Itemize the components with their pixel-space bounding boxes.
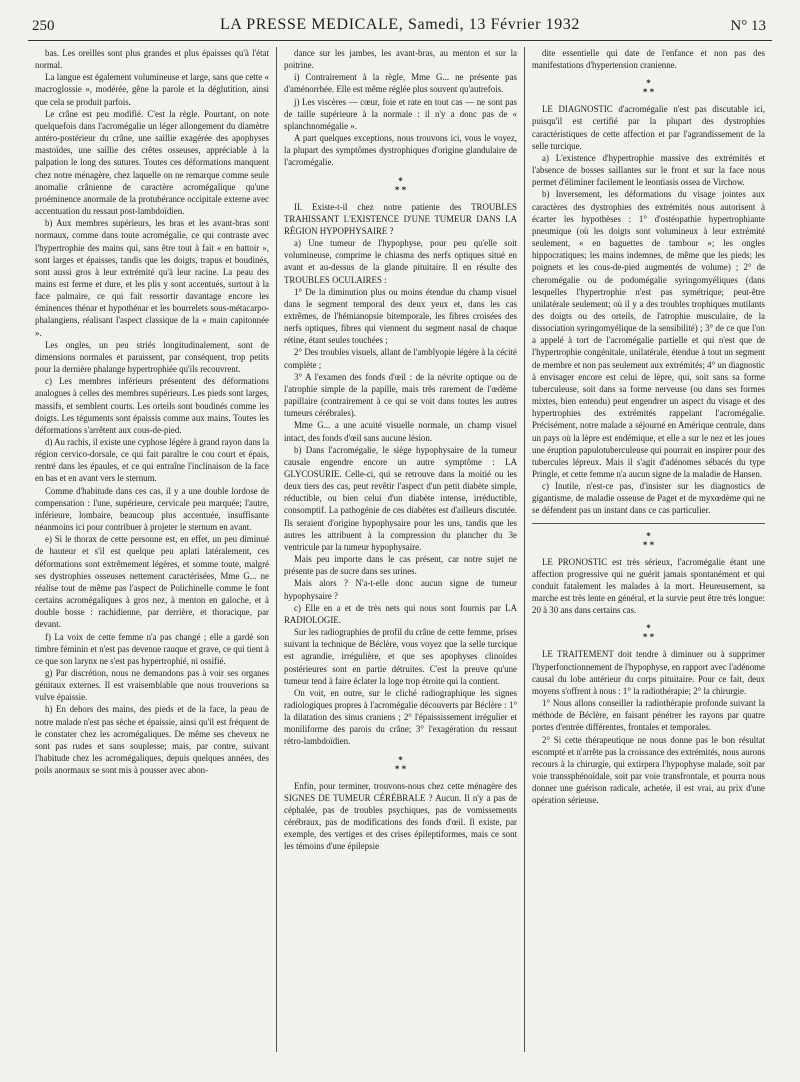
paragraph: Les ongles, un peu striés longitudinalement, sont de dimensions normales et paraissent, par conséquent, trop petits pour la dernière phalange hypertrophiée qu'ils recouvrent. xyxy=(35,339,269,375)
paragraph: dite essentielle qui date de l'enfance et non pas des manifestations d'hypertension cranienne. xyxy=(532,48,765,71)
header-rule xyxy=(28,40,772,41)
col2-top xyxy=(284,47,517,169)
article-columns xyxy=(28,47,772,1052)
col3-pronostic xyxy=(532,556,765,617)
paragraph: a) L'existence d'hypertrophie massive des extrémités et l'absence de bosses saillantes sur le front et sur la face nous permet d'éliminer facilement le leontiasis ossea de Virchow. xyxy=(532,152,765,188)
section-stars: * * * xyxy=(394,754,407,774)
paragraph: LE TRAITEMENT doit tendre à diminuer ou à supprimer l'hyperfonctionnement de l'hypophyse, en rapport avec l'adénome causal du lobe antérieur du corps pituitaire. Pour ce fait, deux moyens s'offrent à nous : 1° la radiothérapie; 2° la chirurgie. xyxy=(532,649,765,696)
paragraph: j) Les viscères — cœur, foie et rate en tout cas — ne sont pas de taille supérieure à la normale : il n'y a donc pas de « splanchnomégalie ». xyxy=(284,96,517,131)
paragraph: f) La voix de cette femme n'a pas changé ; elle a gardé son timbre féminin et n'est pas devenue rauque et grave, ce qui tient à ce que son larynx ne s'est pas hypertrophié, ni ossifié. xyxy=(35,631,269,666)
col2-bottom xyxy=(284,780,517,853)
paragraph: bas. Les oreilles sont plus grandes et plus épaisses qu'à l'état normal. xyxy=(35,48,269,71)
paragraph: g) Par discrétion, nous ne demandons pas à voir ses organes génitaux externes. Il est vraisemblable que nous trouverions sa vulve épaissie. xyxy=(35,667,269,703)
paragraph: c) Elle en a et de très nets qui nous sont fournis par LA RADIOLOGIE. xyxy=(284,602,517,625)
paragraph: Sur les radiographies de profil du crâne de cette femme, prises suivant la technique de Béclère, vous voyez que la selle turcique est agrandie, irrégulière, et que ses apophyses clinoïdes postérieures sont en partie détruites. C'est la preuve qu'une tumeur tend à faire éclater la loge trop étroite qui la contient. xyxy=(284,627,517,686)
page-header xyxy=(28,14,772,38)
issue-number: N° 13 xyxy=(730,18,766,34)
paragraph: a) Une tumeur de l'hypophyse, pour peu qu'elle soit volumineuse, comprime le chiasma des nerfs optiques situé en avant et au-dessus de la glande pituitaire. Il en résulte des TROUBLES OCULAIRES : xyxy=(284,238,517,285)
paragraph: Comme d'habitude dans ces cas, il y a une double lordose de compensation : l'une, supérieure, cervicale peu marquée; l'autre, inférieure, lombaire, beaucoup plus accentuée, insuffisante néanmoins ici pour contribuer à projeter le sternum en avant. xyxy=(35,485,269,533)
section-stars: * * * xyxy=(394,175,407,195)
paragraph: dance sur les jambes, les avant-bras, au menton et sur la poitrine. xyxy=(284,48,517,71)
paragraph: Mais peu importe dans le cas présent, car notre sujet ne présente pas de sucre dans ses urines. xyxy=(284,554,517,577)
paragraph: Le crâne est peu modifié. C'est la règle. Pourtant, on note quelquefois dans l'acromégalie un léger allongement du diamètre antéro-postérieur du crâne, une saillie exagérée des apophyses mastoïdes, une saillie des crêtes osseuses, appréciable à la palpation le long des sutures. Toutes ces déformations manquent chez notre ménagère, chez laquelle on ne remarque comme seule anomalie crânienne de caractère acromégalique qu'une proéminence anormale de la protubérance occipitale externe avec accentuation du ressaut post-lambdoïdien. xyxy=(35,108,269,217)
paragraph: b) Dans l'acromégalie, le siège hypophysaire de la tumeur causale engendre encore un autre symptôme : LA GLYCOSURIE. Celle-ci, qui se retrouve dans la moitié ou les deux tiers des cas, peut revêtir l'aspect d'un petit diabète simple, réductible, ou bien celui d'un diabète intense, irréductible, consomptif. La pathogénie de ces diabètes est d'ailleurs discutée. Ils seraient d'origine hypophysaire pour les uns, tandis que les autres les attribuent à la compression du plancher du 3e ventricule par la tumeur hypophysaire. xyxy=(284,444,517,552)
journal-title: LA PRESSE MEDICALE, Samedi, 13 Février 1932 xyxy=(219,16,580,33)
col3-traitement xyxy=(532,648,765,806)
paragraph: II. Existe-t-il chez notre patiente des TROUBLES TRAHISSANT L'EXISTENCE D'UNE TUMEUR DANS LA RÉGION HYPOPHYSAIRE ? xyxy=(284,201,517,236)
paragraph: On voit, en outre, sur le cliché radiographique les signes radiologiques propres à l'acromégalie découverts par Béclère : 1° la dilatation des sinus craniens ; 2° l'épaississement irrégulier et moniliforme des parois du crâne; 3° l'exagération du ressaut rétro-lambdoïdien. xyxy=(284,687,517,747)
paragraph: d) Au rachis, il existe une cyphose légère à grand rayon dans la région cervico-dorsale, ce qui fait paraître le cou court et épais, rentré dans les épaules, et ce qui entraîne l'inclinaison de la face en bas et en avant vers le sternum. xyxy=(35,437,270,484)
paragraph: Mais alors ? N'a-t-elle donc aucun signe de tumeur hypophysaire ? xyxy=(284,578,517,601)
paragraph: 3° A l'examen des fonds d'œil : de la névrite optique ou de l'atrophie simple de la papille, mais très rarement de l'œdème papillaire (contrairement à ce qui se voit dans toutes les autres tumeurs cérébrales). xyxy=(284,371,517,419)
col3-diagnostic xyxy=(532,103,765,516)
paragraph: e) Si le thorax de cette personne est, en effet, un peu diminué de hauteur et s'il est quelque peu aplati latéralement, ces déformations sont extrêmement légères, et somme toute, malgré ses dystrophies osseuses nettement caractérisées, Mme G... ne réalise tout de même pas l'aspect de Polichinelle comme le font certains acromégaliques à gros nez, à menton en galoche, et à double bosse : rachidienne, par derrière, et thoracique, par devant. xyxy=(35,534,269,630)
section-stars: * * * xyxy=(642,78,655,98)
paragraph: La langue est également volumineuse et large, sans que cette « macroglossie », modérée, gêne la parole et la déglutition, ainsi que cela se produit parfois. xyxy=(35,72,269,107)
paragraph: 1° Nous allons conseiller la radiothérapie profonde suivant la méthode de Béclère, en faisant pénétrer les rayons par quatre portes d'entrée différentes, frontales et temporales. xyxy=(532,698,765,733)
col1-body xyxy=(35,47,269,776)
paragraph: 2° Des troubles visuels, allant de l'amblyopie légère à la cécité complète ; xyxy=(284,347,517,370)
paragraph: A part quelques exceptions, nous trouvons ici, vous le voyez, la plupart des symptômes dystrophiques d'origine glandulaire de l'acromégalie. xyxy=(284,133,517,168)
column-3 xyxy=(524,47,772,1052)
paragraph: b) Inversement, les déformations du visage jointes aux caractères des dystrophies des extrémités nous autorisent à écarter les hypothèses : 1° d'ostéopathie hypertrophiante pneumique (où les doigts sont volumineux à leur extrémité seulement, « en baguettes de tambour »; les ongles hippocratiques; les mains indemnes, de même que les pieds; les poignets et les cous-de-pied augmentés de volume) ; 2° de cheromégalie ou de podomégalie syringomyéliques (dans lesquelles l'hypertrophie n'est pas symétrique; peut-être unilatérale seulement; où il y a des troubles trophiques mutilants des doigts ou des orteils, de l'atrophie musculaire, de la dissociation syringomyélique de la sensibilité) ; 3° de ce que l'on a appelé à tort de l'acromégalie partielle et qui n'est que de l'hypertrophie congénitale, unilatérale, étendue à tout un segment de membre et non pas seulement aux extrémités; 4° un diagnostic à envisager encore est celui de lèpre, qui, soit sans sa forme tuberculeuse, soit dans sa forme nerveuse (ou dans ses formes mixtes, bien entendu) peut engendrer un aspect du visage et des hypertrophies des extrémités rappelant l'acromégalie. Précisément, notre malade a séjourné en Amérique centrale, dans un pays où la lèpre est endémique, et elle a sur le nez et les joues une éruption papulotuberculeuse qui pourrait en inspirer pour des tubercules lépreux. Mais il s'agit d'adénomes sébacés du type Pringle, et cette femme n'a aucun signe de la maladie de Hansen. xyxy=(532,189,765,479)
paragraph: Enfin, pour terminer, trouvons-nous chez cette ménagère des SIGNES DE TUMEUR CÉRÉBRALE ? Aucun. Il n'y a pas de céphalée, pas de troubles psychiques, pas de vomissements cérébraux, pas de modifications des fonds d'œil. Il existe, par exemple, des vertiges et des crises épileptiformes, mais ce sont les témoins d'une épilepsie xyxy=(284,780,517,852)
paragraph: i) Contrairement à la règle, Mme G... ne présente pas d'aménorrhée. Elle est même réglée plus souvent qu'autrefois. xyxy=(284,72,517,95)
col3-top xyxy=(532,47,765,71)
section-stars: * * * xyxy=(642,623,655,643)
paragraph: c) Inutile, n'est-ce pas, d'insister sur les diagnostics de gigantisme, de maladie osseuse de Paget et de myxœdème qui ne se défendent pas un instant dans ce cas particulier. xyxy=(532,481,765,516)
col2-mid xyxy=(284,201,517,748)
paragraph: 1° De la diminution plus ou moins étendue du champ visuel dans le segment temporal des deux yeux et, dans les cas extrêmes, de l'hémianopsie bitemporale, les fibres croisées des nerfs optiques, fibres qui viennent du segment nasal de chaque rétine, étant seules touchées ; xyxy=(284,286,517,346)
column-1 xyxy=(28,47,276,1052)
paragraph: h) En dehors des mains, des pieds et de la face, la peau de notre malade n'est pas sèche et épaissie, ainsi qu'il est fréquent de le constater chez les acromégaliques. De même ses cheveux ne sont pas rudes et sans souplesse; mais, par contre, suivant l'habitude chez les acromégaliques, depuis quelques années, des poils anormaux se sont mis à pousser avec abon- xyxy=(35,704,269,776)
section-stars: * * * xyxy=(642,530,655,550)
paragraph: LE PRONOSTIC est très sérieux, l'acromégalie étant une affection progressive qui ne guérit jamais spontanément et qui conduit fatalement les malades à la mort. Heureusement, sa marche est très lente en général, et la survie peut être très longue: 20 à 30 ans dans certains cas. xyxy=(532,556,765,616)
paragraph: 2° Si cette thérapeutique ne nous donne pas le bon résultat escompté et n'arrête pas la croissance des extrémités, nous aurons recours à la chirurgie, qui extirpera l'hypophyse malade, soit par voie transsphénoïdale, soit par voie transfrontale, et pourra nous donner une guérison radicale, achetée, il est vrai, au prix d'une opération sérieuse. xyxy=(532,734,765,806)
column-2 xyxy=(276,47,524,1052)
section-divider xyxy=(532,523,765,524)
paragraph: LE DIAGNOSTIC d'acromégalie n'est pas discutable ici, puisqu'il est certifié par la plupart des dystrophies caractéristiques de cette affection et par l'agrandissement de la selle turcique. xyxy=(532,104,765,151)
paragraph: c) Les membres inférieurs présentent des déformations analogues à celles des membres supérieurs. Les pieds sont larges, massifs, et semblent courts. Les orteils sont boudinés comme les doigts. Les téguments sont épaissis comme aux mains. Toutes les déformations s'arrêtent aux cous-de-pied. xyxy=(35,376,269,435)
paragraph: b) Aux membres supérieurs, les bras et les avant-bras sont normaux, comme dans toute acromégalie, ce qui contraste avec l'hypertrophie des mains qui, sans être tout à fait « en battoir », sont larges et épaisses, tandis que les doigts, trapus et boudinés, sont aussi gros à leur extrémité qu'à leur racine. La peau des mains est ferme et dure, et les plis y sont accentués, surtout à la face palmaire, ce qui fait ressortir davantage encore les éminences thénar et hypothénar et les bourrelets sous-métacarpo-phalangiens, réalisant l'aspect classique de la « main capitonnée ». xyxy=(35,218,269,338)
paragraph: Mme G... a une acuité visuelle normale, un champ visuel intact, des fonds d'œil sans aucune lésion. xyxy=(284,420,517,443)
page-number: 250 xyxy=(32,18,55,34)
